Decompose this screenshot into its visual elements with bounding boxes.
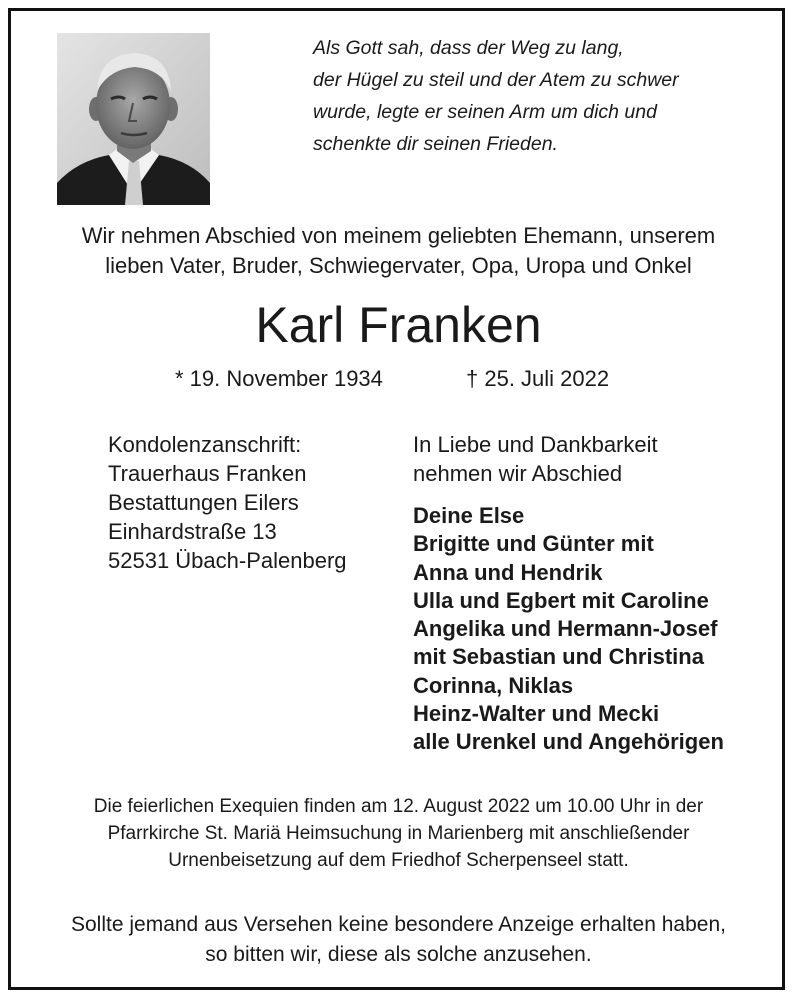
address-line: 52531 Übach-Palenberg [108, 548, 347, 573]
ceremony-info [0, 793, 797, 874]
family-line: mit Sebastian und Christina [413, 644, 704, 670]
family-line: Brigitte und Günter mit [413, 531, 654, 557]
family-line: alle Urenkel und Angehörigen [413, 729, 724, 755]
notice-line: so bitten wir, diese als solche anzusehen. [205, 943, 592, 966]
portrait-photo [57, 33, 210, 205]
intro-line: lieben Vater, Bruder, Schwiegervater, Opa, Uropa und Onkel [105, 253, 692, 278]
birth-date: * 19. November 1934 [175, 366, 383, 391]
family-line: Anna und Hendrik [413, 559, 603, 585]
farewell-line: In Liebe und Dankbarkeit [413, 432, 658, 457]
farewell-text [413, 430, 658, 488]
address-line: Bestattungen Eilers [108, 490, 299, 515]
portrait-image [57, 33, 210, 205]
address-line: Einhardstraße 13 [108, 519, 277, 544]
family-line: Deine Else [413, 503, 525, 528]
intro-line: Wir nehmen Abschied von meinem geliebten Ehemann, unserem [81, 223, 716, 248]
address-line: Trauerhaus Franken [108, 461, 307, 486]
condolence-address [108, 430, 347, 575]
ceremony-line: Pfarrkirche St. Mariä Heimsuchung in Marienberg mit anschließender [107, 823, 690, 844]
poem [313, 32, 763, 160]
notice-text [0, 910, 797, 970]
family-line: Heinz-Walter und Mecki [413, 701, 660, 727]
poem-line: der Hügel zu steil und der Atem zu schwer [313, 69, 679, 91]
family-line: Corinna, Niklas [413, 672, 574, 698]
family-list [413, 502, 724, 757]
poem-line: wurde, legte er seinen Arm um dich und [313, 101, 657, 123]
poem-line: schenkte dir seinen Frieden. [313, 133, 558, 155]
ceremony-line: Urnenbeisetzung auf dem Friedhof Scherpenseel statt. [168, 850, 629, 871]
deceased-name: Karl Franken [255, 297, 542, 353]
notice-line: Sollte jemand aus Versehen keine besondere Anzeige erhalten haben, [71, 913, 726, 936]
poem-line: Als Gott sah, dass der Weg zu lang, [313, 37, 624, 59]
family-line: Angelika und Hermann-Josef [413, 616, 718, 642]
ceremony-line: Die feierlichen Exequien finden am 12. August 2022 um 10.00 Uhr in der [93, 796, 704, 817]
death-date: † 25. Juli 2022 [466, 366, 610, 391]
address-line: Kondolenzanschrift: [108, 432, 302, 457]
farewell-line: nehmen wir Abschied [413, 461, 623, 486]
intro-text [0, 221, 797, 281]
family-line: Ulla und Egbert mit Caroline [413, 587, 709, 613]
